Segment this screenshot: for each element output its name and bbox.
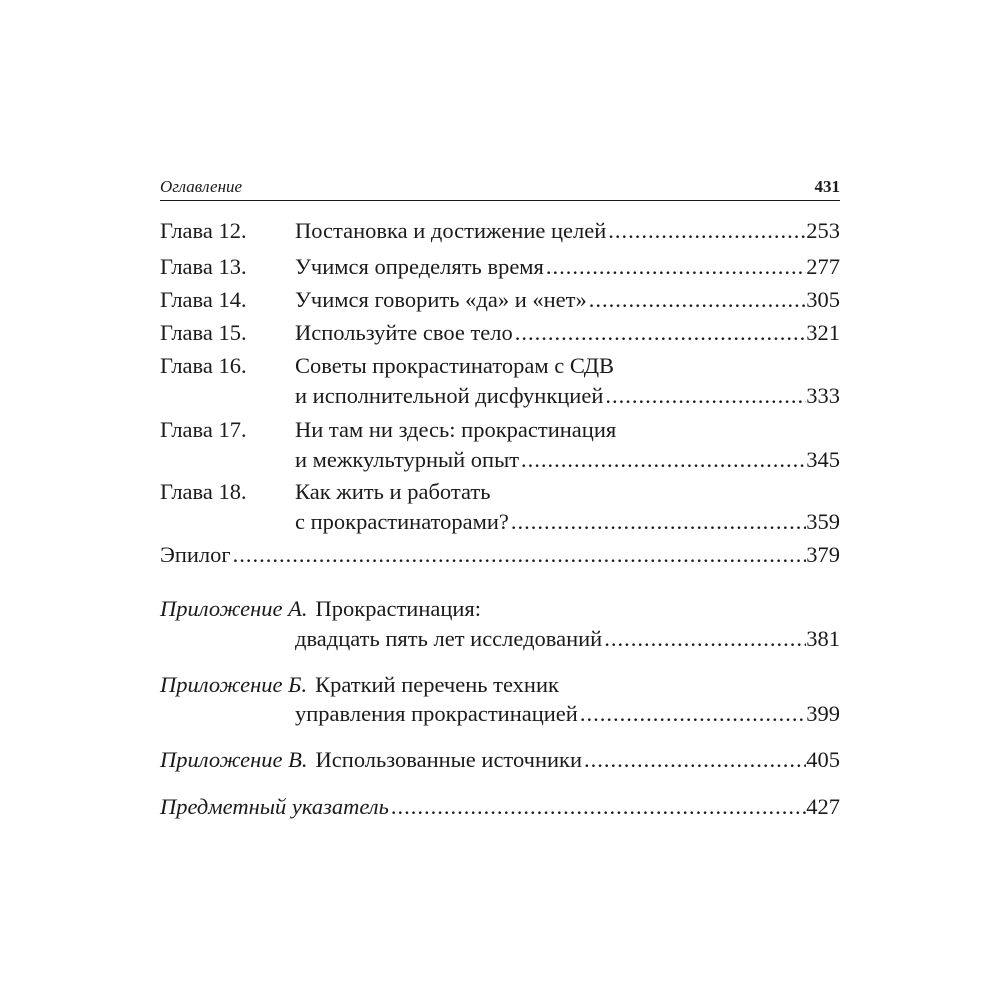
toc-leader-dots	[603, 381, 806, 411]
toc-page-number: 399	[806, 701, 840, 726]
toc-leader-dots	[519, 445, 806, 475]
toc-entry-chapter-18-cont	[160, 507, 840, 537]
toc-entry-chapter-16-cont	[160, 381, 840, 411]
toc-page-number: 321	[806, 320, 840, 345]
toc-chapter-label: Глава 14.	[160, 287, 247, 312]
toc-page-number: 333	[806, 383, 840, 408]
toc-entry-title: Постановка и достижение целей	[295, 218, 607, 243]
toc-entry-appendix-b	[160, 670, 840, 700]
toc-appendix-label: Приложение Б.	[160, 672, 308, 697]
toc-appendix-label: Приложение А.	[160, 596, 308, 621]
toc-chapter-label: Глава 13.	[160, 254, 247, 279]
toc-leader-dots	[606, 216, 806, 246]
toc-page-number: 277	[806, 254, 840, 279]
toc-leader-dots	[578, 699, 806, 729]
toc-appendix-label: Приложение В.	[160, 747, 308, 772]
toc-page-number: 359	[806, 509, 840, 534]
toc-leader-dots	[582, 745, 806, 775]
toc-entry-chapter-18	[160, 477, 840, 507]
toc-page-number: 405	[806, 747, 840, 772]
toc-entry-title: Эпилог	[160, 542, 231, 567]
toc-entry-appendix-v	[160, 745, 840, 775]
toc-entry-title-line-1: Ни там ни здесь: прокрастинация	[295, 417, 617, 442]
toc-entry-chapter-13	[160, 252, 840, 282]
toc-entry-appendix-a	[160, 594, 840, 624]
toc-entry-chapter-14	[160, 285, 840, 315]
toc-entry-title: Использованные источники	[315, 747, 582, 772]
toc-entry-title-line-1: Советы прокрастинаторам с СДВ	[295, 353, 615, 378]
toc-page-number: 427	[806, 794, 840, 819]
toc-entry-chapter-16	[160, 351, 840, 381]
toc-entry-title-line-1: Как жить и работать	[295, 479, 491, 504]
toc-entry-title-line-2: управления прокрастинацией	[295, 701, 578, 726]
toc-entry-title-line-2: и межкультурный опыт	[295, 447, 520, 472]
toc-entry-title-line-2: с прокрастинаторами?	[295, 509, 509, 534]
running-head	[160, 177, 840, 201]
toc-leader-dots	[513, 318, 806, 348]
header-rule	[160, 200, 840, 201]
page-number: 431	[814, 177, 840, 196]
toc-page-number: 379	[806, 542, 840, 567]
toc-page-number: 381	[806, 626, 840, 651]
toc-chapter-label: Глава 16.	[160, 353, 247, 378]
toc-chapter-label: Глава 17.	[160, 417, 247, 442]
toc-entry-title: Учимся определять время	[295, 254, 544, 279]
toc-entry-title-line-1: Прокрастинация:	[315, 596, 482, 621]
toc-entry-epilogue	[160, 540, 840, 570]
toc-leader-dots	[389, 792, 806, 822]
toc-page-number: 305	[806, 287, 840, 312]
toc-leader-dots	[231, 540, 807, 570]
toc-entry-chapter-15	[160, 318, 840, 348]
toc-entry-appendix-a-cont	[160, 624, 840, 654]
toc-entry-title-line-2: и исполнительной дисфункцией	[295, 383, 604, 408]
toc-chapter-label: Глава 15.	[160, 320, 247, 345]
toc-entry-title-line-2: двадцать пять лет исследований	[295, 626, 603, 651]
toc-entry-chapter-17-cont	[160, 445, 840, 475]
toc-leader-dots	[544, 252, 806, 282]
toc-entry-title-line-1: Краткий перечень техник	[315, 672, 559, 697]
toc-entry-appendix-b-cont	[160, 699, 840, 729]
toc-leader-dots	[587, 285, 807, 315]
toc-entry-chapter-12	[160, 216, 840, 246]
running-head-title: Оглавление	[160, 177, 243, 196]
toc-entry-chapter-17	[160, 415, 840, 445]
toc-chapter-label: Глава 12.	[160, 218, 247, 243]
toc-entry-title: Предметный указатель	[160, 794, 389, 819]
toc-entry-title: Учимся говорить «да» и «нет»	[295, 287, 587, 312]
toc-entry-index	[160, 792, 840, 822]
toc-entry-title: Используйте свое тело	[295, 320, 513, 345]
toc-leader-dots	[509, 507, 806, 537]
toc-leader-dots	[602, 624, 806, 654]
toc-chapter-label: Глава 18.	[160, 479, 247, 504]
toc-page-number: 253	[806, 218, 840, 243]
toc-page-number: 345	[806, 447, 840, 472]
